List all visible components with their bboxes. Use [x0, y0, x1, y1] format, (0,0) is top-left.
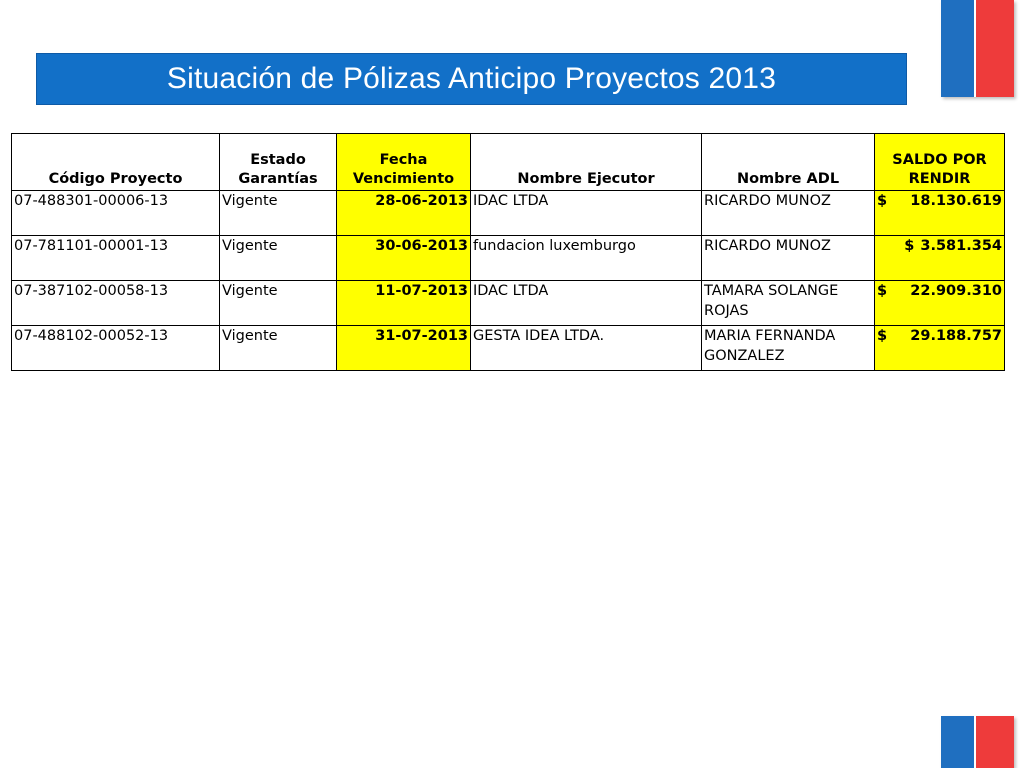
- flag-red-stripe: [974, 0, 1014, 97]
- cell-adl: TAMARA SOLANGE ROJAS: [702, 281, 875, 326]
- saldo-currency: $: [877, 193, 888, 209]
- table-row: [12, 191, 1005, 236]
- header-ejecutor: Nombre Ejecutor: [471, 134, 702, 191]
- flag-blue-stripe: [941, 716, 974, 768]
- header-fecha: Fecha Vencimiento: [337, 134, 471, 191]
- flag-logo-bottom: [941, 716, 1014, 768]
- table-row: [12, 236, 1005, 281]
- table-row: [12, 326, 1005, 371]
- header-estado: Estado Garantías: [220, 134, 337, 191]
- saldo-amount: 29.188.757: [910, 328, 1002, 344]
- cell-fecha: 30-06-2013: [337, 236, 471, 281]
- cell-adl: RICARDO MUNOZ: [702, 191, 875, 236]
- cell-fecha: 31-07-2013: [337, 326, 471, 371]
- page-title: Situación de Pólizas Anticipo Proyectos 2013: [166, 62, 777, 95]
- cell-estado: Vigente: [220, 326, 337, 371]
- flag-red-stripe: [974, 716, 1014, 768]
- saldo-amount: 3.581.354: [920, 238, 1002, 254]
- saldo-currency: $: [877, 283, 888, 299]
- cell-saldo: [875, 281, 1005, 326]
- cell-ejecutor: fundacion luxemburgo: [471, 236, 702, 281]
- cell-codigo: 07-488301-00006-13: [12, 191, 220, 236]
- cell-saldo: [875, 236, 1005, 281]
- cell-ejecutor: GESTA IDEA LTDA.: [471, 326, 702, 371]
- cell-saldo: [875, 326, 1005, 371]
- cell-estado: Vigente: [220, 236, 337, 281]
- cell-saldo: [875, 191, 1005, 236]
- cell-fecha: 11-07-2013: [337, 281, 471, 326]
- saldo-currency: $: [877, 328, 888, 344]
- saldo-amount: 22.909.310: [910, 283, 1002, 299]
- saldo-currency: $: [904, 238, 915, 254]
- header-saldo: SALDO POR RENDIR: [875, 134, 1005, 191]
- cell-estado: Vigente: [220, 191, 337, 236]
- header-adl: Nombre ADL: [702, 134, 875, 191]
- flag-blue-stripe: [941, 0, 974, 97]
- cell-fecha: 28-06-2013: [337, 191, 471, 236]
- flag-logo-top: [941, 0, 1014, 97]
- cell-ejecutor: IDAC LTDA: [471, 281, 702, 326]
- saldo-amount: 18.130.619: [910, 193, 1002, 209]
- cell-codigo: 07-781101-00001-13: [12, 236, 220, 281]
- cell-adl: MARIA FERNANDA GONZALEZ: [702, 326, 875, 371]
- cell-ejecutor: IDAC LTDA: [471, 191, 702, 236]
- cell-codigo: 07-387102-00058-13: [12, 281, 220, 326]
- header-codigo: Código Proyecto: [12, 134, 220, 191]
- table-header-row: [12, 134, 1005, 191]
- cell-estado: Vigente: [220, 281, 337, 326]
- cell-adl: RICARDO MUNOZ: [702, 236, 875, 281]
- cell-codigo: 07-488102-00052-13: [12, 326, 220, 371]
- table-row: [12, 281, 1005, 326]
- title-bar: [36, 53, 907, 105]
- polizas-table: [11, 133, 1005, 371]
